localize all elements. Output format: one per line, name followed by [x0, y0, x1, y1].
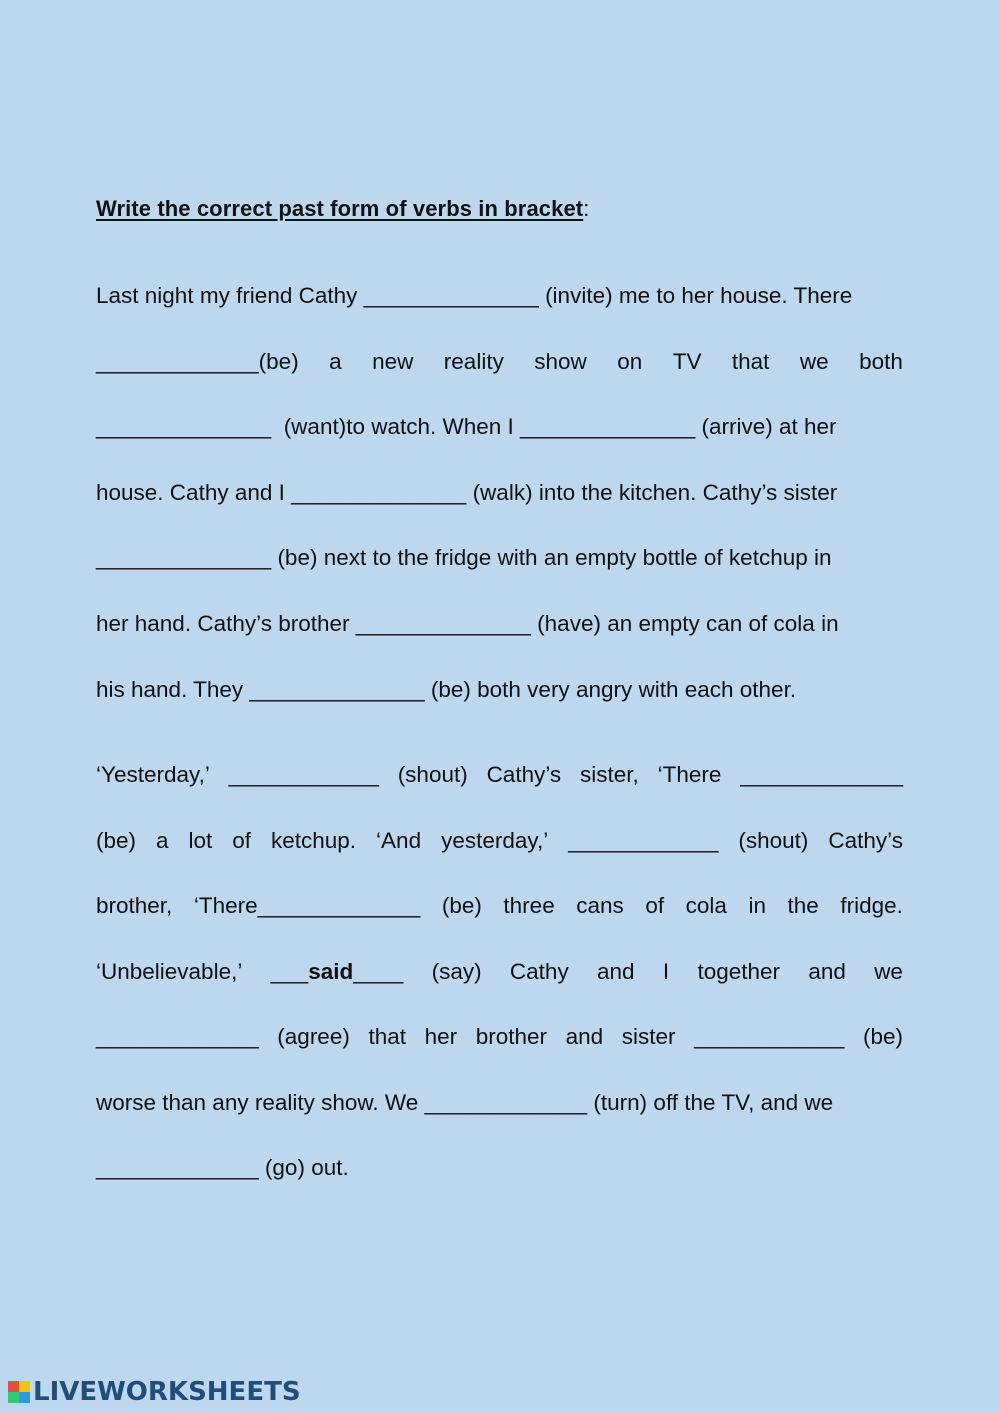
line-segment: Last night my friend Cathy ______________ (invite) me to her house. There	[96, 283, 853, 308]
line-segment: and	[597, 959, 635, 984]
line-segment: ‘Yesterday,’	[96, 762, 210, 787]
line-segment: her hand. Cathy’s brother ______________ (have) an empty can of cola in	[96, 611, 839, 636]
line-segment: _____________ (go) out.	[96, 1155, 349, 1180]
answer-blank	[271, 957, 404, 987]
text-line	[96, 1088, 903, 1118]
line-segment: _____________(be)	[96, 349, 299, 374]
logo-square-d	[19, 1392, 30, 1403]
text-line	[96, 760, 903, 790]
liveworksheets-brand: LIVEWORKSHEETS	[33, 1377, 301, 1407]
line-segment: ____________	[568, 828, 719, 853]
line-segment: reality	[443, 349, 504, 374]
line-segment: (shout)	[738, 828, 809, 853]
line-segment: (say)	[431, 959, 482, 984]
line-segment: Cathy’s	[828, 828, 903, 853]
text-line	[96, 609, 903, 639]
line-segment: sister,	[580, 762, 639, 787]
line-segment: fridge.	[840, 893, 903, 918]
logo-square-c	[8, 1392, 19, 1403]
line-segment: on	[617, 349, 643, 374]
line-segment: and	[808, 959, 846, 984]
line-segment: that	[731, 349, 770, 374]
line-segment: _____________	[96, 1024, 259, 1049]
text-line	[96, 1022, 903, 1052]
text-line	[96, 543, 903, 573]
line-segment: that	[368, 1024, 406, 1049]
line-segment: we	[874, 959, 903, 984]
line-segment: and	[565, 1024, 604, 1049]
line-segment: of	[645, 893, 665, 918]
line-segment: (be)	[862, 1024, 903, 1049]
logo-square-b	[19, 1381, 30, 1392]
line-segment: (be)	[441, 893, 482, 918]
line-segment: a	[156, 828, 169, 853]
blank-after: ____	[353, 959, 404, 984]
text-line	[96, 281, 903, 311]
line-segment: TV	[672, 349, 702, 374]
line-segment: ketchup.	[271, 828, 357, 853]
text-line	[96, 347, 903, 377]
line-segment: _____________	[740, 762, 903, 787]
line-segment: (shout)	[397, 762, 468, 787]
answer-word: said	[308, 959, 354, 984]
instruction-colon: :	[583, 196, 590, 221]
footer-logo	[8, 1377, 301, 1407]
line-segment: brother,	[96, 893, 173, 918]
liveworksheets-logo-icon	[8, 1381, 30, 1403]
line-segment: in	[748, 893, 766, 918]
text-line	[96, 826, 903, 856]
line-segment: (be)	[96, 828, 137, 853]
line-segment: together	[697, 959, 781, 984]
text-line	[96, 412, 903, 442]
line-segment: show	[534, 349, 587, 374]
line-segment: new	[372, 349, 414, 374]
instruction-title	[96, 196, 589, 222]
line-segment: ______________ (be) next to the fridge with an empty bottle of ketchup in	[96, 545, 832, 570]
text-line	[96, 675, 903, 705]
line-segment: ______________ (want)to watch. When I ______________ (arrive) at her	[96, 414, 837, 439]
line-segment: both	[859, 349, 903, 374]
blank-before: ___	[270, 959, 309, 984]
line-segment: yesterday,’	[441, 828, 549, 853]
line-segment: sister	[621, 1024, 676, 1049]
line-segment: ‘And	[376, 828, 422, 853]
line-segment: ‘There	[657, 762, 722, 787]
instruction-text: Write the correct past form of verbs in bracket	[96, 196, 584, 221]
line-segment: ‘Unbelievable,’	[96, 959, 243, 984]
line-segment: a	[329, 349, 342, 374]
line-segment: her	[424, 1024, 458, 1049]
line-segment: cans	[576, 893, 624, 918]
logo-square-a	[8, 1381, 19, 1392]
line-segment: the	[787, 893, 819, 918]
line-segment: brother	[475, 1024, 548, 1049]
text-line	[96, 1153, 903, 1183]
line-segment: of	[232, 828, 252, 853]
line-segment: ‘There_____________	[193, 893, 421, 918]
line-segment: three	[503, 893, 555, 918]
text-line	[96, 891, 903, 921]
line-segment: cola	[685, 893, 727, 918]
line-segment: house. Cathy and I ______________ (walk) into the kitchen. Cathy’s sister	[96, 480, 838, 505]
line-segment: (agree)	[277, 1024, 350, 1049]
line-segment: we	[799, 349, 829, 374]
line-segment: Cathy	[509, 959, 569, 984]
text-line	[96, 478, 903, 508]
line-segment: lot	[188, 828, 213, 853]
line-segment: worse than any reality show. We _____________ (turn) off the TV, and we	[96, 1090, 834, 1115]
line-segment: Cathy’s	[486, 762, 562, 787]
line-segment: ____________	[228, 762, 379, 787]
text-line	[96, 957, 903, 987]
line-segment: I	[662, 959, 670, 984]
line-segment: ____________	[694, 1024, 845, 1049]
line-segment: his hand. They ______________ (be) both very angry with each other.	[96, 677, 797, 702]
